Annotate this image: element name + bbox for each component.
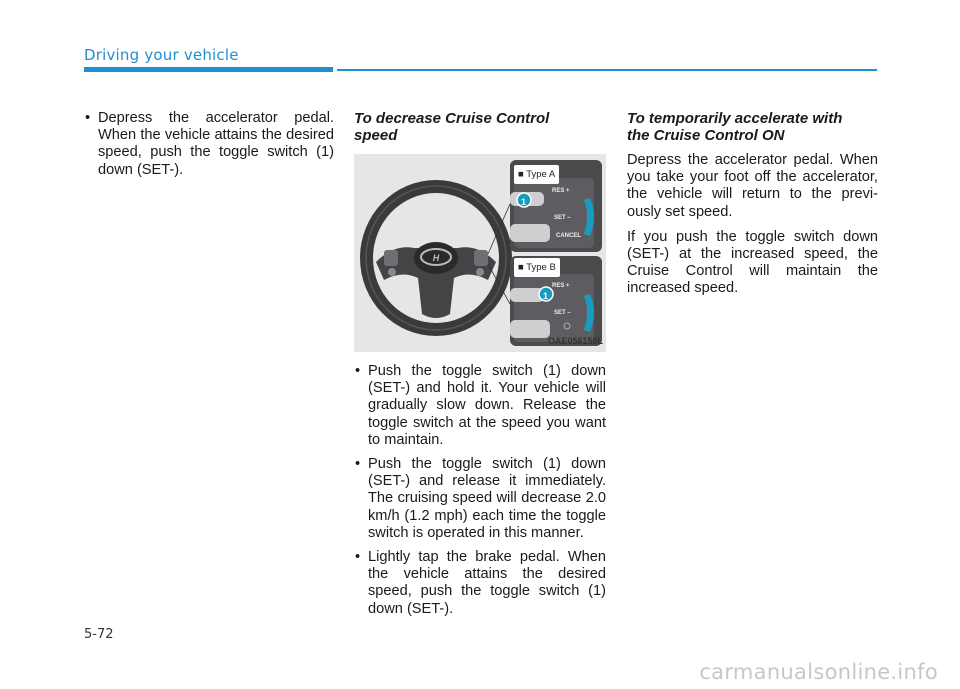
- watermark-text: carmanualsonline.info: [699, 660, 938, 684]
- heading-line-2: speed: [354, 127, 398, 144]
- res-label-a: RES +: [552, 188, 570, 194]
- heading-line-1: To temporarily accelerate with: [627, 110, 843, 127]
- column-left: [84, 110, 334, 186]
- callout-1-type-a: 1: [521, 197, 527, 207]
- header-rule-thick: [84, 67, 333, 72]
- type-a-label: ■ Type A: [514, 165, 559, 184]
- heading-decrease-speed: [354, 110, 606, 144]
- res-label-b: RES +: [552, 283, 570, 289]
- section-header-title: Driving your vehicle: [84, 46, 239, 64]
- bullet-hold-toggle: • Push the toggle switch (1) down (SET-) and hold it. Your vehicle will gradually slow down. Release the toggle switch at the speed you want to maintain.: [354, 363, 606, 449]
- bullet-brake-pedal: • Lightly tap the brake pedal. When the vehicle attains the desired speed, push the toggle switch (1) down (SET-).: [354, 549, 606, 618]
- steering-wheel-figure: [354, 154, 606, 352]
- paragraph-accelerator: Depress the accelerator pedal. When you take your foot off the accelerator, the vehicle will return to the previ-ously set speed.: [627, 152, 878, 220]
- column-right: [627, 110, 878, 306]
- bullet-depress-accelerator: • Depress the accelerator pedal. When the vehicle attains the desired speed, push the toggle switch (1) down (SET-).: [84, 110, 334, 179]
- heading-line-1: To decrease Cruise Control: [354, 110, 550, 127]
- heading-line-2: the Cruise Control ON: [627, 127, 785, 144]
- callout-1-type-b: 1: [543, 291, 549, 301]
- paragraph-set-increased: If you push the toggle switch down (SET-) at the increased speed, the Cruise Control will maintain the increased speed.: [627, 228, 878, 297]
- cancel-label-a: CANCEL: [556, 233, 581, 239]
- svg-text:H: H: [432, 253, 440, 263]
- set-label-a: SET –: [554, 215, 571, 221]
- column-middle: [354, 110, 606, 625]
- bullet-release-toggle: • Push the toggle switch (1) down (SET-) and release it immediately. The cruising speed will decrease 2.0 km/h (1.2 mph) each time the toggle switch is operated in this manner.: [354, 456, 606, 542]
- heading-temporarily-accelerate: [627, 110, 878, 144]
- set-label-b: SET –: [554, 310, 571, 316]
- page-number: 5-72: [84, 627, 114, 642]
- type-b-label: ■ Type B: [514, 258, 560, 277]
- figure-code: OAE056155L: [547, 335, 603, 346]
- header-rule-thin: [337, 69, 877, 71]
